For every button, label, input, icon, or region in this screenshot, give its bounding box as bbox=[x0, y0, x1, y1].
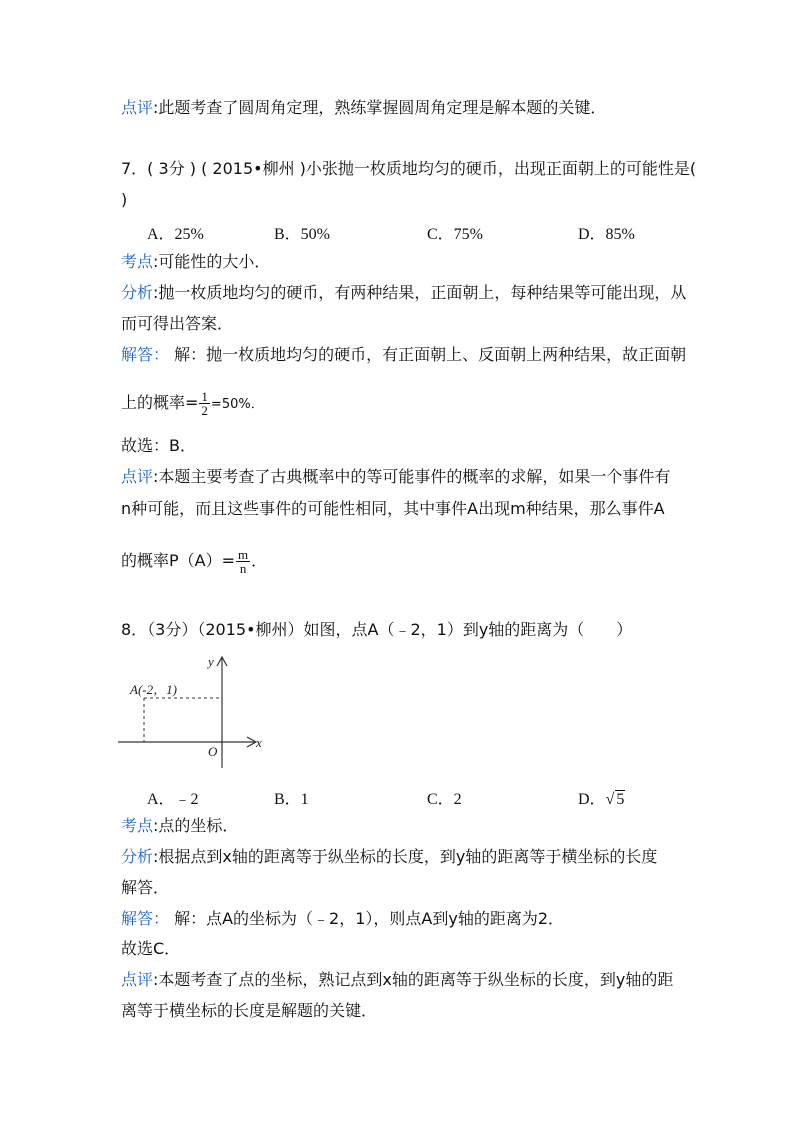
sqrt-radicand: 5 bbox=[616, 791, 625, 808]
q8-option-c: C．2 bbox=[427, 791, 462, 808]
dianping-tag: 点评 bbox=[121, 970, 154, 989]
q8-fenxi-cont: 解答． bbox=[121, 878, 170, 897]
kaodian-text: :可能性的大小． bbox=[153, 252, 271, 271]
fenxi-text: :抛一枚质地均匀的硬币，有两种结果，正面朝上，每种结果等可能出现，从 bbox=[153, 283, 687, 302]
q7-stem-cont: ) bbox=[121, 190, 128, 209]
sqrt-sign: √ bbox=[605, 791, 615, 808]
jieda-prefix: 上的概率= bbox=[121, 393, 199, 412]
dianping-suffix: ． bbox=[251, 551, 268, 570]
fenxi-tag: 分析 bbox=[121, 847, 154, 866]
fraction bbox=[199, 390, 210, 417]
q7-option-b: B．50% bbox=[274, 226, 331, 243]
q7-dianping-cont2 bbox=[121, 547, 267, 575]
jieda-text: 解：抛一枚质地均匀的硬币，有正面朝上、反面朝上两种结果，故正面朝 bbox=[174, 345, 687, 364]
coordinate-figure bbox=[110, 648, 280, 773]
dianping-text: :本题考查了点的坐标，熟记点到x轴的距离等于纵坐标的长度，到y轴的距 bbox=[153, 970, 674, 989]
fraction-numerator: 1 bbox=[201, 389, 208, 404]
origin-label: O bbox=[208, 744, 218, 759]
comment-text: :此题考查了圆周角定理，熟练掌握圆周角定理是解本题的关键． bbox=[153, 98, 607, 117]
fraction-mn bbox=[236, 548, 250, 575]
q7-option-c: C．75% bbox=[427, 226, 484, 243]
q8-option-d bbox=[578, 786, 625, 809]
comment-tag: 点评 bbox=[121, 98, 154, 117]
q8-fenxi bbox=[121, 846, 657, 868]
q7-jieda bbox=[121, 344, 686, 366]
q7-jieda-cont bbox=[121, 390, 264, 418]
fenxi-tag: 分析 bbox=[121, 283, 154, 302]
q7-fenxi-cont: 而可得出答案． bbox=[121, 314, 234, 333]
point-label: A(-2，1) bbox=[130, 682, 177, 697]
q8-option-a: A．﹣2 bbox=[147, 791, 199, 808]
q8-guxuan: 故选C． bbox=[121, 939, 181, 958]
q8-jieda bbox=[121, 908, 564, 930]
q7-fenxi bbox=[121, 282, 686, 304]
q8-dianping-cont: 离等于横坐标的长度是解题的关键． bbox=[121, 1001, 378, 1020]
q7-option-a: A．25% bbox=[147, 226, 204, 243]
fenxi-text: :根据点到x轴的距离等于纵坐标的长度，到y轴的距离等于横坐标的长度 bbox=[153, 847, 658, 866]
jieda-tag: 解答： bbox=[121, 909, 170, 928]
option-d-label: D． bbox=[578, 791, 606, 808]
q8-dianping bbox=[121, 969, 673, 991]
dianping-text: :本题主要考查了古典概率中的等可能事件的概率的求解，如果一个事件有 bbox=[153, 467, 671, 486]
kaodian-tag: 考点 bbox=[121, 816, 154, 835]
fraction-numerator: m bbox=[238, 547, 249, 562]
dianping-prefix: 的概率P（A）= bbox=[121, 551, 236, 570]
kaodian-tag: 考点 bbox=[121, 252, 154, 271]
q6-comment bbox=[121, 97, 606, 119]
fraction-denominator: n bbox=[239, 561, 247, 576]
fraction-denominator: 2 bbox=[201, 403, 208, 418]
q7-guxuan: 故选：B． bbox=[121, 436, 196, 455]
q7-kaodian bbox=[121, 251, 270, 273]
kaodian-text: :点的坐标． bbox=[153, 816, 239, 835]
q8-kaodian bbox=[121, 815, 238, 837]
jieda-suffix: =50%． bbox=[210, 397, 264, 412]
x-axis-label: x bbox=[256, 735, 262, 750]
jieda-text: 解：点A的坐标为（﹣2，1），则点A到y轴的距离为2． bbox=[174, 909, 565, 928]
q7-option-d: D．85% bbox=[578, 226, 635, 243]
q7-stem: 7．( 3分 ) ( 2015•柳州 )小张抛一枚质地均匀的硬币，出现正面朝上的可能性是( bbox=[121, 159, 697, 178]
q7-dianping-cont: n种可能，而且这些事件的可能性相同，其中事件A出现m种结果，那么事件A bbox=[121, 499, 665, 518]
jieda-tag: 解答： bbox=[121, 345, 170, 364]
y-axis-label: y bbox=[208, 654, 214, 669]
dianping-tag: 点评 bbox=[121, 467, 154, 486]
q8-option-b: B．1 bbox=[274, 791, 309, 808]
q7-dianping bbox=[121, 466, 670, 488]
q8-stem: 8．（3分）（2015•柳州）如图，点A（﹣2，1）到y轴的距离为（ ） bbox=[121, 620, 633, 639]
